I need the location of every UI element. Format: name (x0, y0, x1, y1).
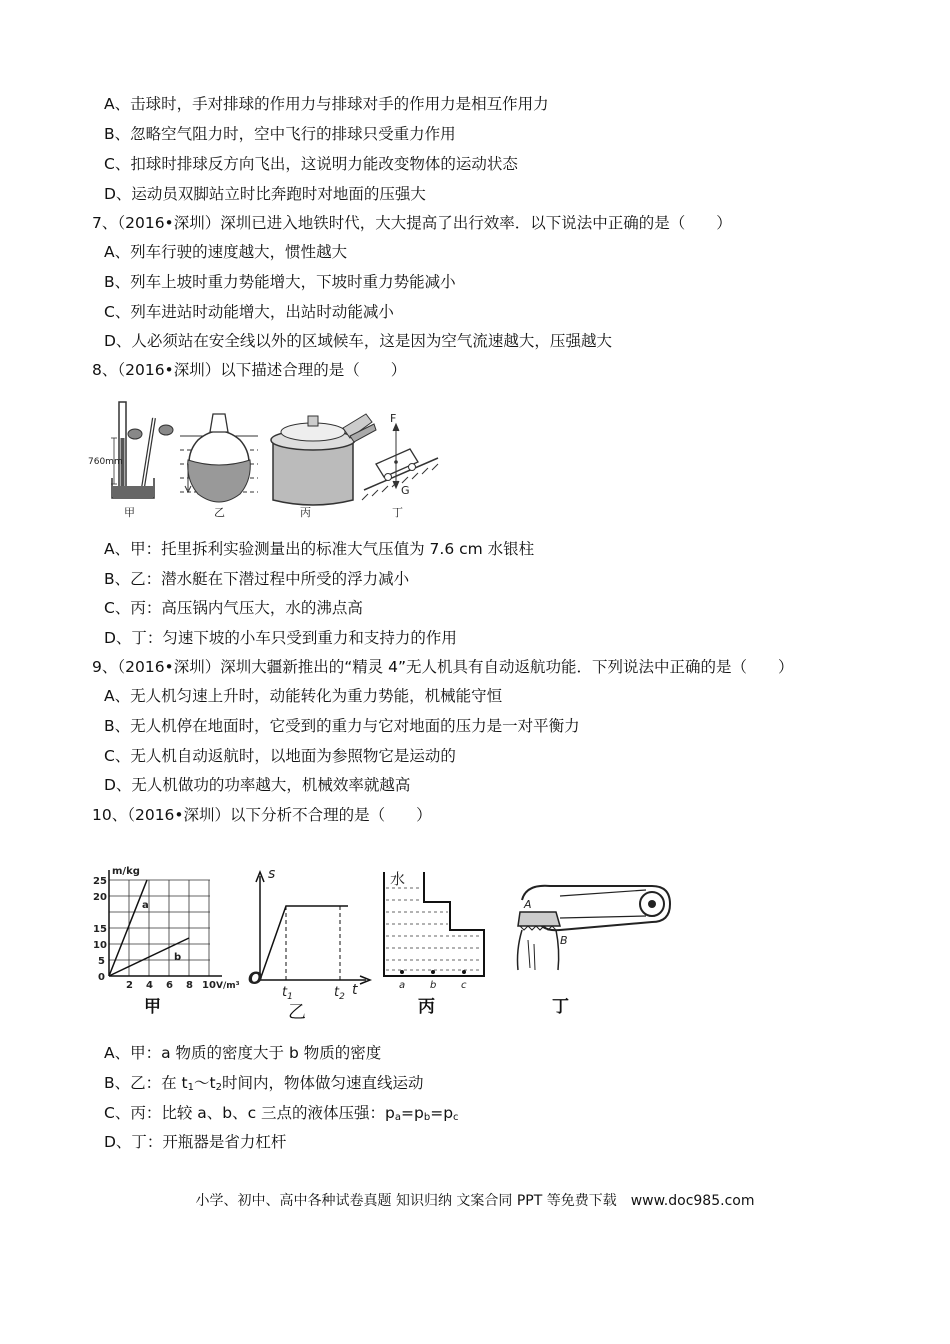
caption-bing: 丙 (418, 997, 435, 1017)
x-tick-10: 10 (202, 980, 216, 991)
t1-label: $t_1$ (282, 985, 293, 1002)
y-axis-label: m/kg (112, 866, 140, 877)
y-tick-20: 20 (93, 892, 107, 903)
label-A: A (524, 898, 532, 911)
submarine-figure (180, 414, 258, 502)
q9-option-b: B、无人机停在地面时，它受到的重力与它对地面的压力是一对平衡力 (104, 717, 580, 735)
q8-option-d: D、丁：匀速下坡的小车只受到重力和支持力的作用 (104, 629, 457, 647)
point-c-label: c (461, 980, 467, 991)
q7-option-c: C、列车进站时动能增大，出站时动能减小 (104, 303, 394, 321)
label-G: G (401, 484, 410, 497)
mass-volume-graph (109, 870, 222, 976)
caption-ding: 丁 (552, 997, 569, 1017)
q10-option-c: C、丙：比较 a、b、c 三点的液体压强：$p_a=p_b=p_c$ (104, 1104, 459, 1123)
t2-label: $t_2$ (334, 985, 345, 1002)
caption-jia: 甲 (124, 506, 135, 519)
q7-option-b: B、列车上坡时重力势能增大，下坡时重力势能减小 (104, 273, 456, 291)
x-tick-4: 4 (146, 980, 153, 991)
torricelli-apparatus (111, 402, 173, 498)
s-axis-label: s (268, 866, 276, 882)
origin-label: O (248, 969, 263, 989)
label-760mm: 760mm (88, 457, 123, 467)
q10-option-a: A、甲：a 物质的密度大于 b 物质的密度 (104, 1044, 382, 1062)
label-F: F (390, 412, 397, 425)
x-axis-label: V/m³ (216, 981, 240, 991)
y-tick-10: 10 (93, 940, 107, 951)
q8-option-c: C、丙：高压锅内气压大，水的沸点高 (104, 599, 363, 617)
caption-yi: 乙 (214, 506, 225, 519)
q6-option-d: D、运动员双脚站立时比奔跑时对地面的压强大 (104, 185, 426, 203)
pressure-cooker (271, 414, 376, 505)
q10-figure (90, 860, 680, 1020)
bottle-opener (518, 886, 671, 970)
q7-option-d: D、人必须站在安全线以外的区域候车，这是因为空气流速越大，压强越大 (104, 332, 612, 350)
q7-stem: 7、（2016•深圳）深圳已进入地铁时代，大大提高了出行效率．以下说法中正确的是（ ） (92, 214, 732, 232)
q10-option-b: B、乙：在 $t_1\sim t_2$时间内，物体做匀速直线运动 (104, 1074, 424, 1093)
water-label: 水 (390, 870, 406, 888)
caption-bing: 丙 (300, 506, 311, 519)
t-axis-label: t (352, 982, 358, 998)
q8-option-b: B、乙：潜水艇在下潜过程中所受的浮力减小 (104, 570, 410, 588)
q8-figure (88, 400, 458, 522)
distance-time-graph (256, 872, 370, 984)
y-tick-0: 0 (98, 972, 105, 983)
cart-on-incline (362, 424, 438, 500)
q9-stem: 9、（2016•深圳）深圳大疆新推出的“精灵 4”无人机具有自动返航功能．下列说法中正确的是（ ） (92, 658, 794, 676)
q8-stem: 8、（2016•深圳）以下描述合理的是（ ） (92, 361, 407, 379)
q9-option-a: A、无人机匀速上升时，动能转化为重力势能，机械能守恒 (104, 687, 503, 705)
x-tick-6: 6 (166, 980, 173, 991)
q6-option-c: C、扣球时排球反方向飞出，这说明力能改变物体的运动状态 (104, 155, 518, 173)
point-b-label: b (430, 980, 437, 991)
y-tick-15: 15 (93, 924, 107, 935)
q8-option-a: A、甲：托里拆利实验测量出的标准大气压值为 7.6 cm 水银柱 (104, 540, 535, 558)
page-footer: 小学、初中、高中各种试卷真题 知识归纳 文案合同 PPT 等免费下载 www.doc985.com (195, 1193, 755, 1209)
label-a: a (142, 900, 149, 911)
q10-option-d: D、丁：开瓶器是省力杠杆 (104, 1133, 287, 1151)
x-tick-2: 2 (126, 980, 133, 991)
q7-option-a: A、列车行驶的速度越大，惯性越大 (104, 243, 348, 261)
q9-option-c: C、无人机自动返航时，以地面为参照物它是运动的 (104, 747, 456, 765)
q6-option-a: A、击球时，手对排球的作用力与排球对手的作用力是相互作用力 (104, 95, 549, 113)
caption-ding: 丁 (392, 506, 403, 519)
q9-option-d: D、无人机做功的功率越大，机械效率就越高 (104, 776, 411, 794)
q10-stem: 10、（2016•深圳）以下分析不合理的是（ ） (92, 806, 432, 824)
label-b: b (174, 952, 182, 963)
q6-option-b: B、忽略空气阻力时，空中飞行的排球只受重力作用 (104, 125, 456, 143)
y-tick-25: 25 (93, 876, 107, 887)
point-a-label: a (399, 980, 406, 991)
x-tick-8: 8 (186, 980, 193, 991)
y-tick-5: 5 (98, 956, 105, 967)
label-B: B (560, 934, 568, 947)
caption-jia: 甲 (144, 997, 161, 1017)
caption-yi: 乙 (288, 1002, 306, 1020)
